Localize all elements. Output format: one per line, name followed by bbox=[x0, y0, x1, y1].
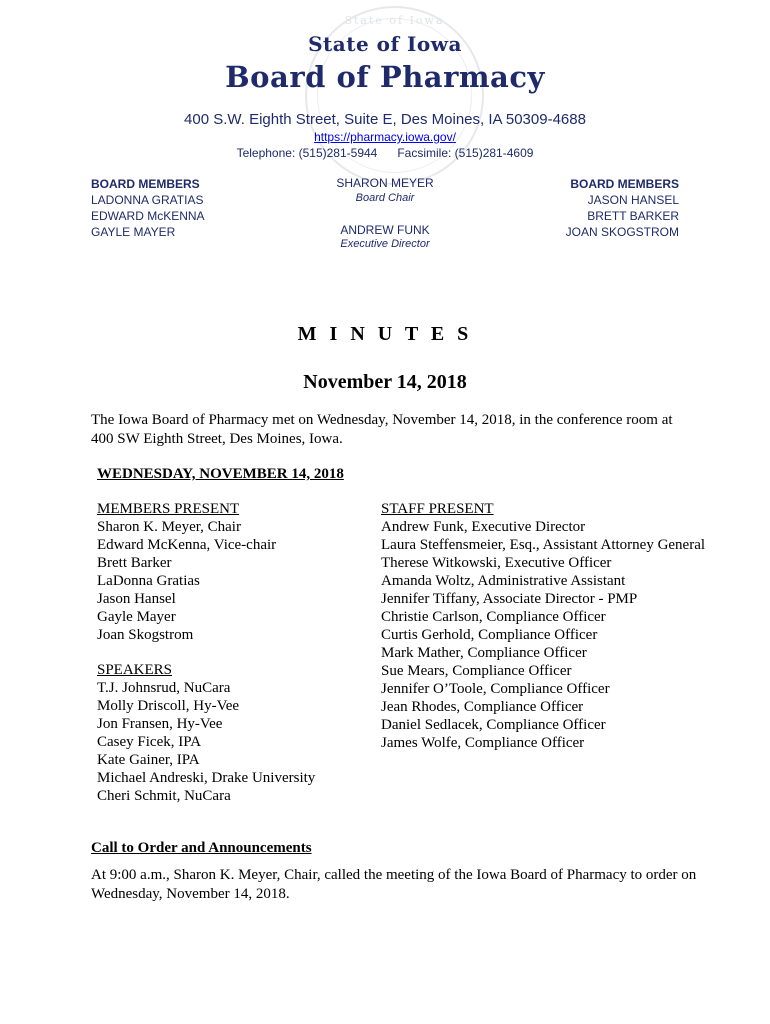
list-item: Christie Carlson, Compliance Officer bbox=[381, 609, 606, 625]
list-item: Joan Skogstrom bbox=[97, 627, 194, 643]
speakers-heading: SPEAKERS bbox=[97, 662, 173, 678]
board-members-heading: BOARD MEMBERS bbox=[570, 177, 679, 191]
state-title: State of Iowa bbox=[308, 32, 462, 56]
executive-director-name: ANDREW FUNK bbox=[340, 223, 430, 237]
board-member: EDWARD McKENNA bbox=[91, 209, 205, 223]
board-member: JASON HANSEL bbox=[587, 193, 679, 207]
list-item: Curtis Gerhold, Compliance Officer bbox=[381, 627, 598, 643]
board-member: JOAN SKOGSTROM bbox=[565, 225, 679, 239]
list-item: Sue Mears, Compliance Officer bbox=[381, 663, 572, 679]
list-item: Gayle Mayer bbox=[97, 609, 176, 625]
list-item: Casey Ficek, IPA bbox=[97, 734, 202, 750]
telephone-line: Telephone: (515)281-5944 Facsimile: (515)281-4609 bbox=[236, 146, 534, 160]
day-heading: WEDNESDAY, NOVEMBER 14, 2018 bbox=[97, 466, 344, 482]
list-item: Daniel Sedlacek, Compliance Officer bbox=[381, 717, 606, 733]
list-item: Brett Barker bbox=[97, 555, 172, 571]
board-member: LADONNA GRATIAS bbox=[91, 193, 204, 207]
board-member: BRETT BARKER bbox=[587, 209, 679, 223]
list-item: Molly Driscoll, Hy-Vee bbox=[97, 698, 240, 714]
list-item: Jean Rhodes, Compliance Officer bbox=[381, 699, 584, 715]
list-item: Therese Witkowski, Executive Officer bbox=[381, 555, 612, 571]
seal-text: State of Iowa bbox=[344, 14, 445, 27]
list-item: Amanda Woltz, Administrative Assistant bbox=[381, 573, 626, 589]
list-item: T.J. Johnsrud, NuCara bbox=[97, 680, 231, 696]
list-item: LaDonna Gratias bbox=[97, 573, 200, 589]
board-chair-name: SHARON MEYER bbox=[336, 176, 434, 190]
address-line: 400 S.W. Eighth Street, Suite E, Des Moines, IA 50309-4688 bbox=[184, 111, 586, 128]
document-title: M I N U T E S bbox=[297, 323, 473, 345]
members-present-heading: MEMBERS PRESENT bbox=[97, 501, 240, 517]
board-chair-role: Board Chair bbox=[355, 192, 415, 204]
intro-paragraph: The Iowa Board of Pharmacy met on Wednesday, November 14, 2018, in the conference room at 400 SW Eighth Street, Des Moines, Iowa. bbox=[91, 412, 673, 447]
list-item: Cheri Schmit, NuCara bbox=[97, 788, 231, 804]
call-to-order-heading: Call to Order and Announcements bbox=[91, 840, 312, 856]
document-date: November 14, 2018 bbox=[303, 371, 467, 393]
staff-present-heading: STAFF PRESENT bbox=[381, 501, 494, 517]
list-item: Sharon K. Meyer, Chair bbox=[97, 519, 241, 535]
website-link[interactable]: https://pharmacy.iowa.gov/ bbox=[314, 130, 456, 144]
board-members-right bbox=[566, 176, 679, 240]
executive-director-role: Executive Director bbox=[340, 238, 430, 250]
board-title: Board of Pharmacy bbox=[225, 60, 545, 94]
board-members-heading: BOARD MEMBERS bbox=[91, 177, 200, 191]
list-item: Jason Hansel bbox=[97, 591, 176, 607]
list-item: Jennifer O’Toole, Compliance Officer bbox=[381, 681, 610, 697]
list-item: Laura Steffensmeier, Esq., Assistant Attorney General bbox=[381, 537, 706, 553]
list-item: Mark Mather, Compliance Officer bbox=[381, 645, 587, 661]
list-item: Jon Fransen, Hy-Vee bbox=[97, 716, 223, 732]
speakers-list bbox=[97, 661, 315, 805]
list-item: James Wolfe, Compliance Officer bbox=[381, 735, 585, 751]
board-member: GAYLE MAYER bbox=[91, 225, 176, 239]
list-item: Kate Gainer, IPA bbox=[97, 752, 200, 768]
list-item: Edward McKenna, Vice-chair bbox=[97, 537, 277, 553]
list-item: Jennifer Tiffany, Associate Director - PMP bbox=[381, 591, 638, 607]
list-item: Andrew Funk, Executive Director bbox=[381, 519, 586, 535]
staff-present-list bbox=[381, 500, 741, 752]
members-present-list bbox=[97, 500, 276, 644]
call-to-order-body: At 9:00 a.m., Sharon K. Meyer, Chair, called the meeting of the Iowa Board of Pharmacy to order on Wednesday, November 14, 2018. bbox=[91, 867, 697, 902]
list-item: Michael Andreski, Drake University bbox=[97, 770, 316, 786]
